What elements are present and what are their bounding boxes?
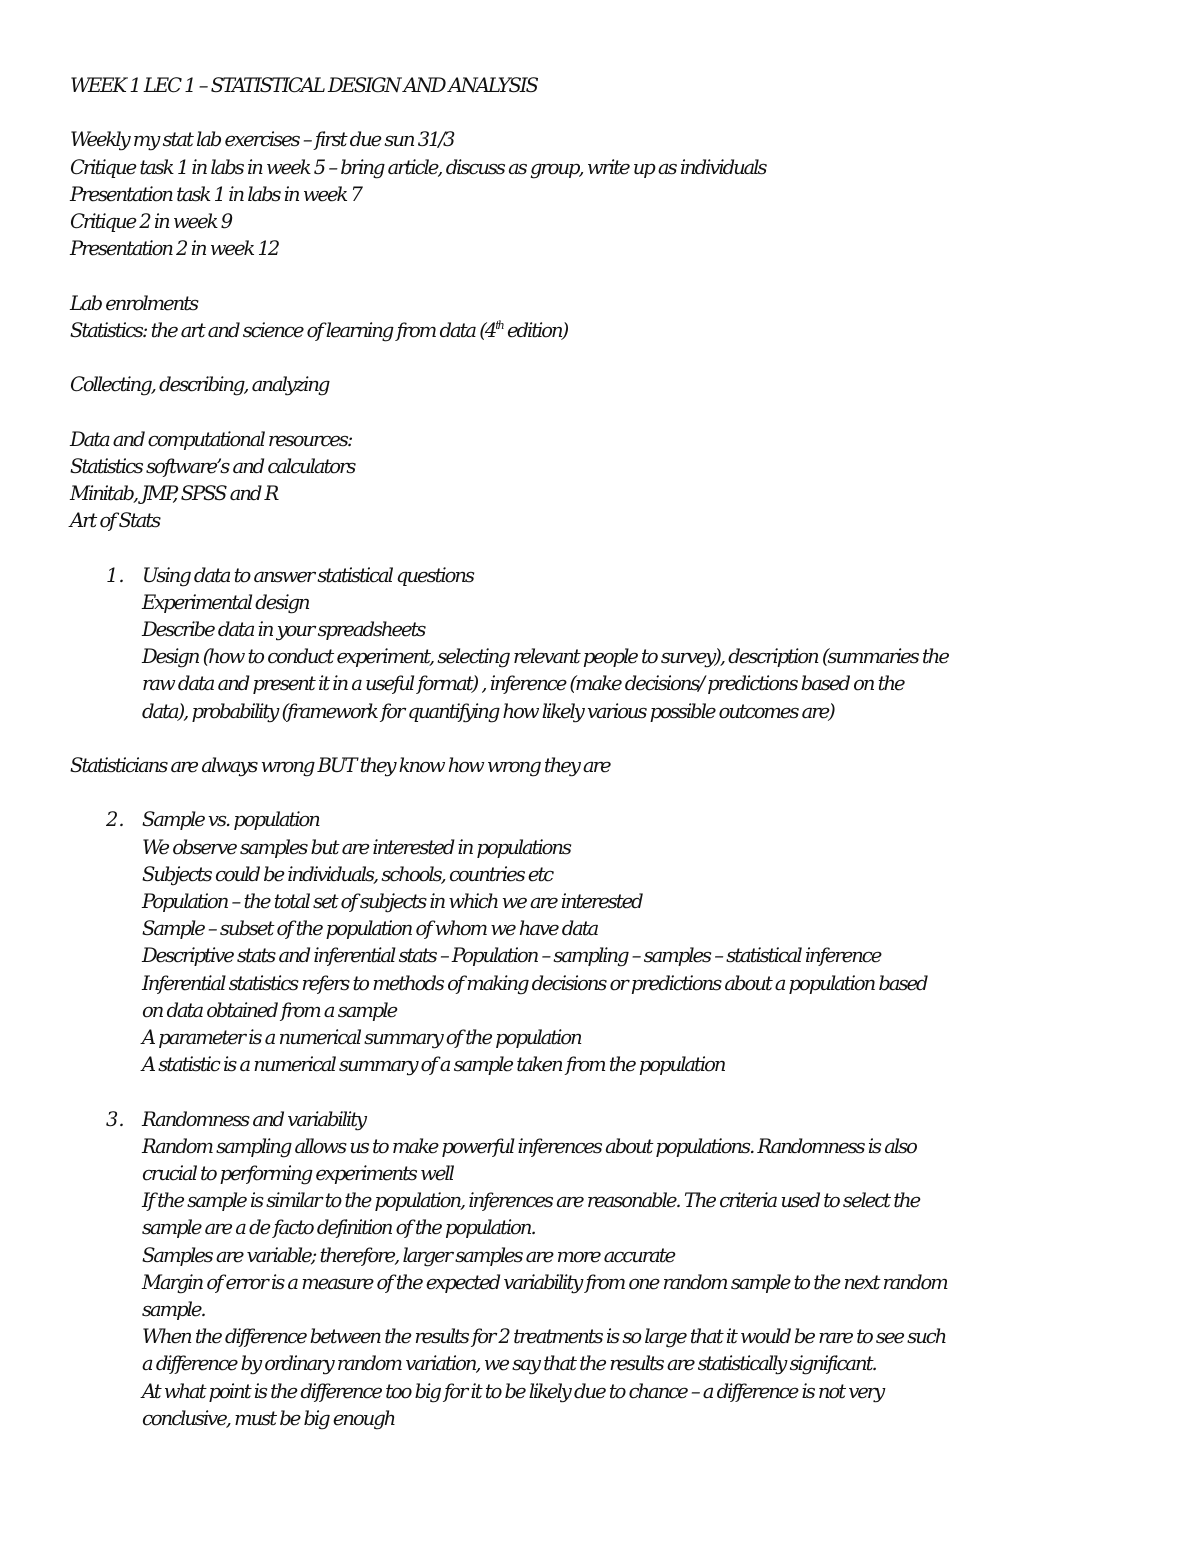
schedule-block bbox=[70, 126, 1140, 262]
section3-line: Samples are variable; therefore, larger samples are more accurate bbox=[142, 1243, 675, 1267]
section3-line: Random sampling allows us to make powerful inferences about populations. Randomness is also bbox=[142, 1134, 916, 1158]
document-page bbox=[70, 72, 1140, 1432]
section2-line: Sample vs. population bbox=[142, 808, 319, 832]
section1-line: data), probability (framework for quantifying how likely various possible outcomes are) bbox=[142, 699, 834, 723]
section3-line: If the sample is similar to the population, inferences are reasonable. The criteria used to select the bbox=[142, 1189, 920, 1213]
section3-line: Margin of error is a measure of the expected variability from one random sample to the next random bbox=[142, 1270, 947, 1294]
section1-line: raw data and present it in a useful format) , inference (make decisions/ predictions based on the bbox=[142, 672, 904, 696]
schedule-line: Presentation 2 in week 12 bbox=[70, 237, 279, 261]
spacer bbox=[70, 534, 1140, 561]
section2-line: Population – the total set of subjects in which we are interested bbox=[142, 889, 642, 913]
section1-line: Describe data in your spreadsheets bbox=[142, 617, 425, 641]
schedule-line: Presentation task 1 in labs in week 7 bbox=[70, 182, 361, 206]
collecting-line: Collecting, describing, analyzing bbox=[70, 373, 329, 397]
section2-line: We observe samples but are interested in populations bbox=[142, 835, 570, 859]
section3-line: sample. bbox=[142, 1298, 205, 1322]
spacer bbox=[70, 398, 1140, 425]
section3-line: a difference by ordinary random variation, we say that the results are statistically significant. bbox=[142, 1352, 876, 1376]
resources-line: Statistics software’s and calculators bbox=[70, 454, 355, 478]
section2-line: Descriptive stats and inferential stats – Population – sampling – samples – statistical inference bbox=[142, 944, 881, 968]
resources-line: Art of Stats bbox=[70, 509, 160, 533]
spacer bbox=[70, 99, 1140, 126]
textbook-edition: edition) bbox=[502, 318, 568, 342]
spacer bbox=[70, 1078, 1140, 1105]
section1-line: Design (how to conduct experiment, selecting relevant people to survey), description (summaries the bbox=[142, 645, 948, 669]
section3-line: conclusive, must be big enough bbox=[142, 1406, 395, 1430]
document-title: WEEK 1 LEC 1 – STATISTICAL DESIGN AND ANALYSIS bbox=[70, 74, 537, 97]
schedule-line: Weekly my stat lab exercises – first due sun 31/3 bbox=[70, 128, 454, 152]
textbook-superscript: th bbox=[495, 318, 503, 332]
spacer bbox=[70, 725, 1140, 752]
section2-line: Sample – subset of the population of whom we have data bbox=[142, 917, 598, 941]
resources-line: Minitab, JMP, SPSS and R bbox=[70, 481, 278, 505]
section3-line: When the difference between the results for 2 treatments is so large that it would be rare to see such bbox=[142, 1325, 946, 1349]
schedule-line: Critique 2 in week 9 bbox=[70, 210, 232, 233]
spacer bbox=[70, 262, 1140, 289]
section2-line: Inferential statistics refers to methods of making decisions or predictions about a population based bbox=[142, 971, 927, 995]
section1-line: Experimental design bbox=[142, 590, 309, 614]
spacer bbox=[70, 779, 1140, 806]
section2-line: A parameter is a numerical summary of the population bbox=[142, 1026, 581, 1049]
section3-line: At what point is the difference too big for it to be likely due to chance – a difference is not very bbox=[142, 1379, 884, 1403]
resources-block bbox=[70, 426, 1140, 535]
list-item-3 bbox=[70, 1106, 1140, 1432]
list-number: 2. bbox=[106, 808, 125, 832]
section3-line: crucial to performing experiments well bbox=[142, 1162, 453, 1185]
statisticians-line: Statisticians are always wrong BUT they know how wrong they are bbox=[70, 753, 610, 777]
schedule-line: Critique task 1 in labs in week 5 – bring article, discuss as group, write up as individuals bbox=[70, 155, 766, 179]
section2-line: on data obtained from a sample bbox=[142, 998, 397, 1022]
spacer bbox=[70, 344, 1140, 371]
resources-line: Data and computational resources: bbox=[70, 427, 352, 451]
textbook-line bbox=[70, 317, 1140, 344]
section2-line: A statistic is a numerical summary of a sample taken from the population bbox=[142, 1053, 725, 1077]
section2-line: Subjects could be individuals, schools, countries etc bbox=[142, 862, 553, 886]
list-item-2 bbox=[70, 806, 1140, 1078]
list-item-1 bbox=[70, 562, 1140, 725]
section3-line: sample are a de facto definition of the population. bbox=[142, 1216, 535, 1240]
list-number: 1. bbox=[106, 563, 125, 587]
textbook-text: Statistics: the art and science of learning from data (4 bbox=[70, 318, 496, 342]
lab-enrolments: Lab enrolments bbox=[70, 291, 198, 315]
list-number: 3. bbox=[106, 1107, 125, 1131]
section3-line: Randomness and variability bbox=[142, 1107, 366, 1131]
section1-line: Using data to answer statistical questions bbox=[142, 563, 473, 587]
